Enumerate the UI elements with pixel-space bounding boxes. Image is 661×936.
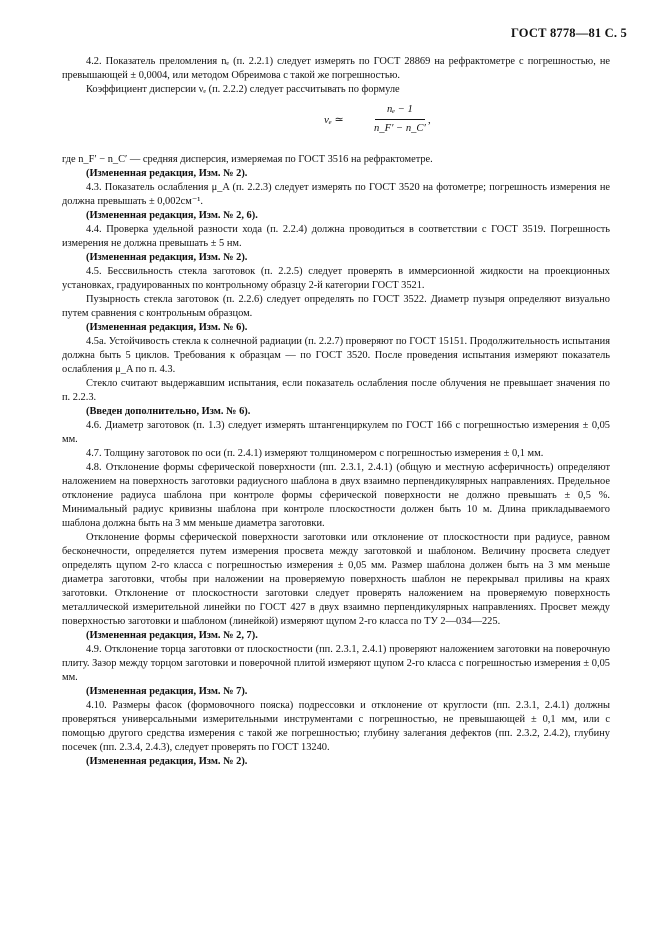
clause-paragraph: где n_F′ − n_C′ — средняя дисперсия, измеряемая по ГОСТ 3516 на рефрактометре.: [62, 154, 433, 165]
amendment-note: (Измененная редакция, Изм. № 7).: [86, 686, 248, 697]
document-body: [62, 55, 610, 769]
dispersion-formula: [62, 103, 610, 149]
clause-paragraph: 4.9. Отклонение торца заготовки от плоскостности (пп. 2.3.1, 2.4.1) проверяют наложением заготовки на поверочную плиту. Зазор между торцом заготовки и поверочной плитой измеряют щупом 2-го класса с погрешностью измерения ± 0,05 мм.: [62, 644, 610, 683]
clause-paragraph: 4.2. Показатель преломления nₑ (п. 2.2.1) следует измерять по ГОСТ 28869 на рефрактометре с погрешностью, не превышающей ± 0,0004, или методом Обреимова с такой же погрешностью.: [62, 56, 610, 81]
amendment-note: (Измененная редакция, Изм. № 2).: [86, 756, 248, 767]
clause-paragraph: 4.4. Проверка удельной разности хода (п. 2.2.4) должна проводиться в соответствии с ГОСТ 3519. Погрешность измерения не должна превышать ± 5 нм.: [62, 224, 610, 249]
clause-paragraph: 4.3. Показатель ослабления μ_A (п. 2.2.3) следует измерять по ГОСТ 3520 на фотометре; погрешность измерения не должна превышать ± 0,002см⁻¹.: [62, 182, 610, 207]
clause-paragraph: Стекло считают выдержавшим испытания, если показатель ослабления после облучения не превышает значения по п. 2.2.3.: [62, 378, 610, 403]
clause-paragraph: 4.7. Толщину заготовок по оси (п. 2.4.1) измеряют толщиномером с погрешностью измерения ± 0,1 мм.: [86, 448, 544, 459]
clause-paragraph: 4.5. Бессвильность стекла заготовок (п. 2.2.5) следует проверять в иммерсионной жидкости на проекционных установках, градуированных по контрольному образцу 2-й категории ГОСТ 3521.: [62, 266, 610, 291]
formula-tail: ,: [428, 114, 431, 126]
amendment-note: (Измененная редакция, Изм. № 6).: [86, 322, 248, 333]
amendment-note: (Введен дополнительно, Изм. № 6).: [86, 406, 251, 417]
amendment-note: (Измененная редакция, Изм. № 2).: [86, 252, 248, 263]
clause-paragraph: Отклонение формы сферической поверхности заготовки или отклонение от плоскостности при радиусе, равном бесконечности, определяется путем измерения просвета между заготовкой и шаблоном. Величину просвета следует определять щупом 2-го класса с погрешностью измерения ± 0,05 мм. Размер шаблона должен быть на 3 мм меньше диаметра заготовки, чтобы при наложении на проверяемую поверхность шаблон не перекрывал приливы на краях заготовки. Отклонение от плоскостности заготовки следует проверять наложением на проверяемую поверхность металлической измерительной линейки по ГОСТ 427 в двух взаимно перпендикулярных направлениях. Просвет между поверхностью заготовки и шаблоном (линейкой) измеряют щупом 2-го класса по ТУ 2—034—225.: [62, 532, 610, 627]
page-header: ГОСТ 8778—81 С. 5: [510, 26, 627, 40]
amendment-note: (Измененная редакция, Изм. № 2).: [86, 168, 248, 179]
clause-paragraph: 4.8. Отклонение формы сферической поверхности (пп. 2.3.1, 2.4.1) (общую и местную асферичность) определяют наложением на поверхность заготовки радиусного шаблона в двух взаимно перпендикулярных направлениях. Предельное отклонение радиуса шаблона при контроле формы сферической поверхности не должно превышать ± 0,5 %. Минимальный радиус кривизны шаблона при контроле плоскостности должен быть 10 м. Длина прикладываемого шаблона должна быть на 3 мм меньше диаметра заготовки.: [62, 462, 610, 529]
clause-paragraph: Пузырность стекла заготовок (п. 2.2.6) следует определять по ГОСТ 3522. Диаметр пузыря определяют визуально путем сравнения с контрольным образцом.: [62, 294, 610, 319]
formula-numerator: nₑ − 1: [386, 104, 413, 115]
amendment-note: (Измененная редакция, Изм. № 2, 6).: [86, 210, 258, 221]
formula-lhs: νₑ ≃: [324, 114, 344, 126]
clause-paragraph: 4.10. Размеры фасок (формовочного пояска) подрессовки и отклонение от круглости (пп. 2.3.1, 2.4.1) должны проверяться универсальными измерительными инструментами с погрешностью, не превышающей ± 0,1 мм, или с помощью другого средства измерения с такой же погрешностью; глубину залегания дефектов (пп. 2.3.2, 2.4.2), глубину посечек (пп. 2.3.4, 2.4.3), следует проверять по ГОСТ 13240.: [62, 700, 610, 753]
amendment-note: (Измененная редакция, Изм. № 2, 7).: [86, 630, 258, 641]
clause-paragraph: 4.5а. Устойчивость стекла к солнечной радиации (п. 2.2.7) проверяют по ГОСТ 15151. Продолжительность испытания должна быть 5 циклов. Требования к образцам — по ГОСТ 3520. После проведения испытания измеряют показатель ослабления μ_A по п. 4.3.: [62, 336, 610, 375]
clause-paragraph: Коэффициент дисперсии νₑ (п. 2.2.2) следует рассчитывать по формуле: [86, 84, 400, 95]
formula-denominator: n_F′ − n_C′: [374, 123, 426, 134]
formula-fraction: [374, 103, 426, 136]
clause-paragraph: 4.6. Диаметр заготовок (п. 1.3) следует измерять штангенциркулем по ГОСТ 166 с погрешностью измерения ± 0,05 мм.: [62, 420, 610, 445]
